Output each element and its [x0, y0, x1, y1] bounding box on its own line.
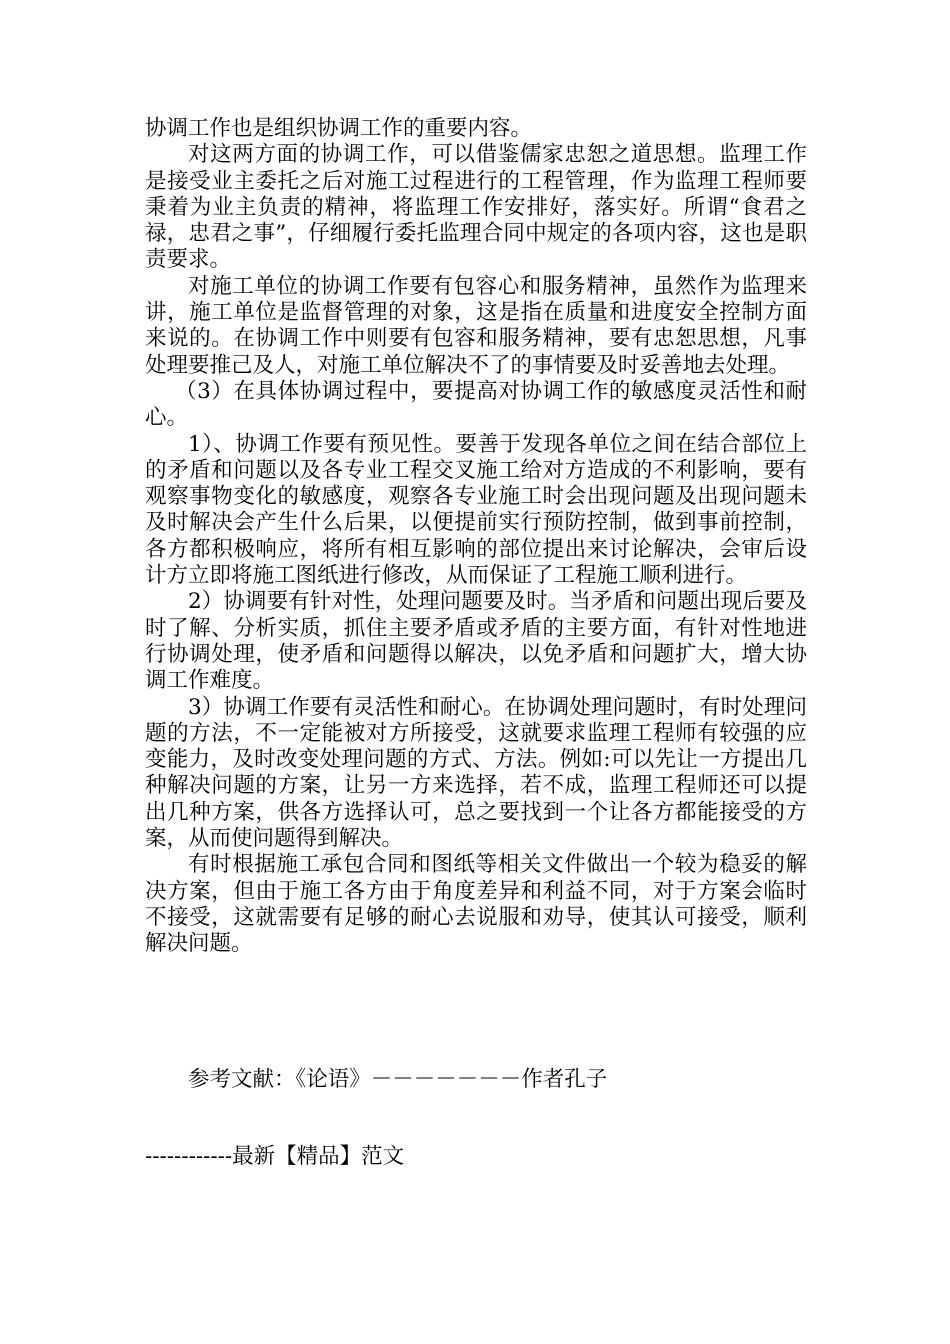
paragraph-1: 协调工作也是组织协调工作的重要内容。 [145, 116, 533, 141]
footer-line: ------------最新【精品】范文 [145, 1144, 405, 1169]
document-body [145, 116, 807, 958]
paragraph-2: 对这两方面的协调工作，可以借鉴儒家忠恕之道思想。监理工作是接受业主委托之后对施工过程进行的工程管理，作为监理工程师要秉着为业主负责的精神，将监理工作安排好，落实好。所谓“食君之禄，忠君之事”，仔细履行委托监理合同中规定的各项内容，这也是职责要求。 [145, 142, 807, 273]
reference-line: 参考文献：《论语》－－－－－－－作者孔子 [188, 1067, 608, 1092]
paragraph-7: 3）协调工作要有灵活性和耐心。在协调处理问题时，有时处理问题的方法，不一定能被对方所接受，这就要求监理工程师有较强的应变能力，及时改变处理问题的方式、方法。例如:可以先让一方提出几种解决问题的方案，让另一方来选择，若不成，监理工程师还可以提出几种方案，供各方选择认可，总之要找到一个让各方都能接受的方案，从而使问题得到解决。 [145, 694, 807, 852]
paragraph-6: 2）协调要有针对性，处理问题要及时。当矛盾和问题出现后要及时了解、分析实质，抓住主要矛盾或矛盾的主要方面，有针对性地进行协调处理，使矛盾和问题得以解决，以免矛盾和问题扩大，增大协调工作难度。 [145, 589, 807, 694]
paragraph-8: 有时根据施工承包合同和图纸等相关文件做出一个较为稳妥的解决方案，但由于施工各方由于角度差异和利益不同，对于方案会临时不接受，这就需要有足够的耐心去说服和劝导，使其认可接受，顺利解决问题。 [145, 852, 807, 957]
paragraph-5: 1）、协调工作要有预见性。要善于发现各单位之间在结合部位上的矛盾和问题以及各专业工程交叉施工给对方造成的不利影响，要有观察事物变化的敏感度，观察各专业施工时会出现问题及出现问题未及时解决会产生什么后果，以便提前实行预防控制，做到事前控制，各方都积极响应，将所有相互影响的部位提出来讨论解决，会审后设计方立即将施工图纸进行修改，从而保证了工程施工顺利进行。 [145, 431, 807, 589]
paragraph-3: 对施工单位的协调工作要有包容心和服务精神，虽然作为监理来讲，施工单位是监督管理的对象，这是指在质量和进度安全控制方面来说的。在协调工作中则要有包容和服务精神，要有忠恕思想，凡事处理要推己及人，对施工单位解决不了的事情要及时妥善地去处理。 [145, 273, 807, 378]
paragraph-4: （3）在具体协调过程中，要提高对协调工作的敏感度灵活性和耐心。 [145, 378, 807, 431]
